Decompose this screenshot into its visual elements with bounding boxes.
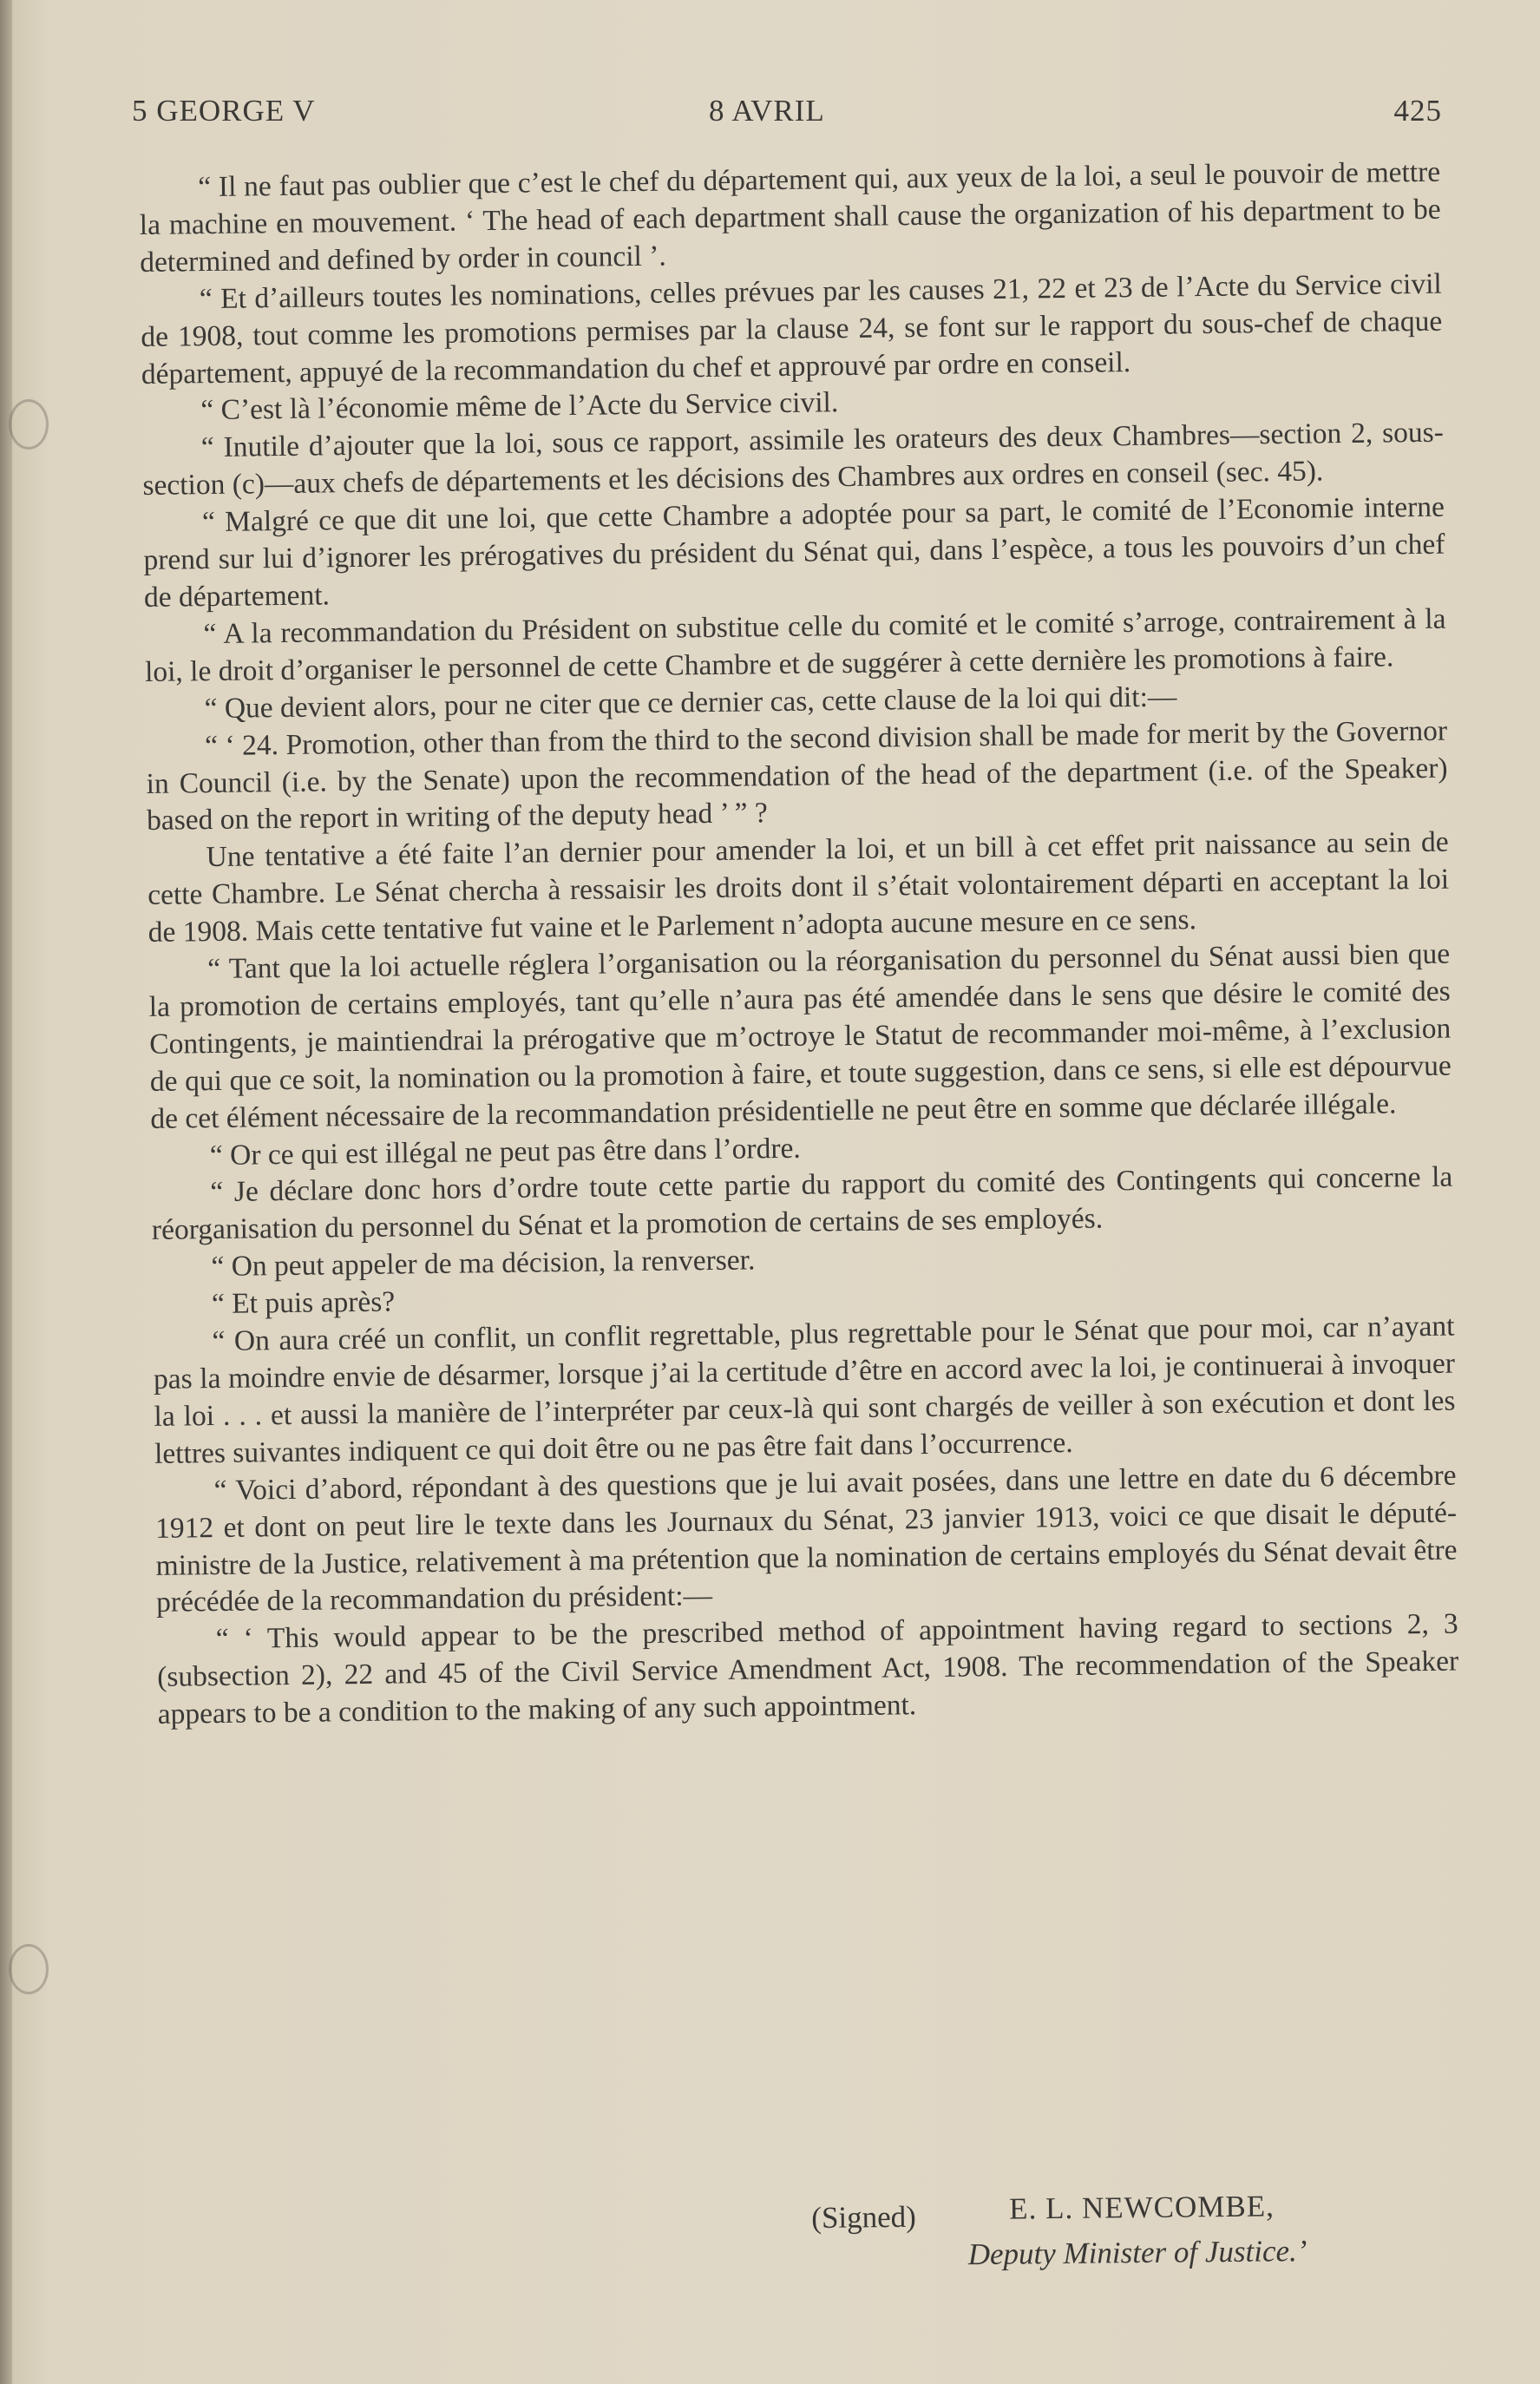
paragraph: “ ‘ 24. Promotion, other than from the third to the second division shall be made for merit by the Governor in Council (i.e. by the Senate) upon the recommendation of the head of the department (i.e. of the Speaker) based on the report in writing of the deputy head ’ ” ? [146, 714, 1448, 837]
paragraph: “ Tant que la loi actuelle réglera l’organisation ou la réorganisation du personnel du Sénat aussi bien que la promotion de certains employés, tant qu’elle n’aura pas été amendée dans le sens que désire le comité des Contingents, je maintiendrai la prérogative que m’octroye le Statut de recommander moi-même, à l’exclusion de qui que ce soit, la nomination ou la promotion à faire, et toute suggestion, dans ce sens, si elle est dépourvue de cet élément nécessaire de la recommandation présidentielle ne peut être en somme que déclarée illégale. [148, 937, 1452, 1135]
binding-ring-mark [9, 399, 49, 450]
running-head-left: 5 GEORGE V [132, 94, 316, 128]
paragraph: “ C’est là l’économie même de l’Acte du Service civil. [200, 386, 839, 427]
paragraph: “ Et puis après? [211, 1285, 396, 1321]
running-head-date: 8 AVRIL [709, 94, 825, 128]
paragraph: “ Que devient alors, pour ne citer que ce dernier cas, cette clause de la loi qui dit:— [204, 680, 1177, 725]
paragraph: “ On aura créé un conflit, un conflit regrettable, plus regrettable pour le Sénat que pour moi, car n’ayant pas la moindre envie de désarmer, lorsque j’ai la certitude d’être en accord avec la loi, je continuerai à invoquer la loi . . . et aussi la manière de l’interpréter par ceux-là qui sont chargés de veiller à son exécution et dont les lettres suivantes indiquent ce qui doit être ou ne pas être fait dans l’occurrence. [153, 1310, 1456, 1470]
paragraph: “ Je déclare donc hors d’ordre toute cette partie du rapport du comité des Contingents qui concerne la réorganisation du personnel du Sénat et la promotion de certains de ses employés. [151, 1161, 1453, 1247]
body-text [139, 154, 1459, 1734]
page-binding-edge [0, 0, 12, 2384]
paragraph: “ ‘ This would appear to be the prescribed method of appointment having regard to sections 2, 3 (subsection 2), 22 and 45 of the Civil Service Amendment Act, 1908. The recommendation of the Speaker appears to be a condition to the making of any such appointment. [156, 1607, 1459, 1731]
paragraph: “ Malgré ce que dit une loi, que cette Chambre a adoptée pour sa part, le comité de l’Economie interne prend sur lui d’ignorer les prérogatives du président du Sénat qui, dans l’espèce, a tous les pouvoirs d’un chef de département. [143, 490, 1445, 614]
signature-block [811, 2187, 1437, 2281]
paragraph: “ Inutile d’ajouter que la loi, sous ce rapport, assimile les orateurs des deux Chambres—section 2, sous-section (c)—aux chefs de départements et les décisions des Chambres aux ordres en conseil (sec. 45). [142, 416, 1445, 502]
paragraph: “ On peut appeler de ma décision, la renverser. [211, 1244, 756, 1284]
signatory-title: Deputy Minister of Justice.’ [967, 2234, 1307, 2272]
paragraph: “ Et d’ailleurs toutes les nominations, celles prévues par les causes 21, 22 et 23 de l’Acte du Service civil de 1908, tout comme les promotions permises par la clause 24, se font sur le rapport du sous-chef de chaque département, appuyé de la recommandation du chef et approuvé par ordre en conseil. [141, 267, 1443, 391]
signed-label: (Signed) [811, 2199, 917, 2235]
paragraph: “ Il ne faut pas oublier que c’est le chef du département qui, aux yeux de la loi, a seul le pouvoir de mettre la machine en mouvement. ‘ The head of each department shall cause the organization of his department to be determined and defined by order in council ’. [139, 155, 1441, 279]
page-number: 425 [1393, 94, 1442, 128]
signatory-name: E. L. NEWCOMBE, [1008, 2189, 1275, 2226]
paragraph: “ A la recommandation du Président on substitue celle du comité et le comité s’arroge, contrairement à la loi, le droit d’organiser le personnel de cette Chambre et de suggérer à cette dernière les promotions à faire. [144, 602, 1446, 688]
paragraph: “ Or ce qui est illégal ne peut pas être dans l’ordre. [209, 1132, 801, 1172]
running-head [132, 94, 1442, 132]
paragraph: Une tentative a été faite l’an dernier pour amender la loi, et un bill à cet effet prit naissance au sein de cette Chambre. Le Sénat chercha à ressaisir les droits dont il s’était volontairement départi en acceptant la loi de 1908. Mais cette tentative fut vaine et le Parlement n’adopta aucune mesure en ce sens. [147, 825, 1450, 949]
paragraph: “ Voici d’abord, répondant à des questions que je lui avait posées, dans une lettre en date du 6 décembre 1912 et dont on peut lire le texte dans les Journaux du Sénat, 23 janvier 1913, voici ce que disait le député-ministre de la Justice, relativement à ma prétention que la nomination de certains employés du Sénat devait être précédée de la recommandation du président:— [154, 1459, 1458, 1619]
binding-ring-mark [9, 1944, 49, 1994]
